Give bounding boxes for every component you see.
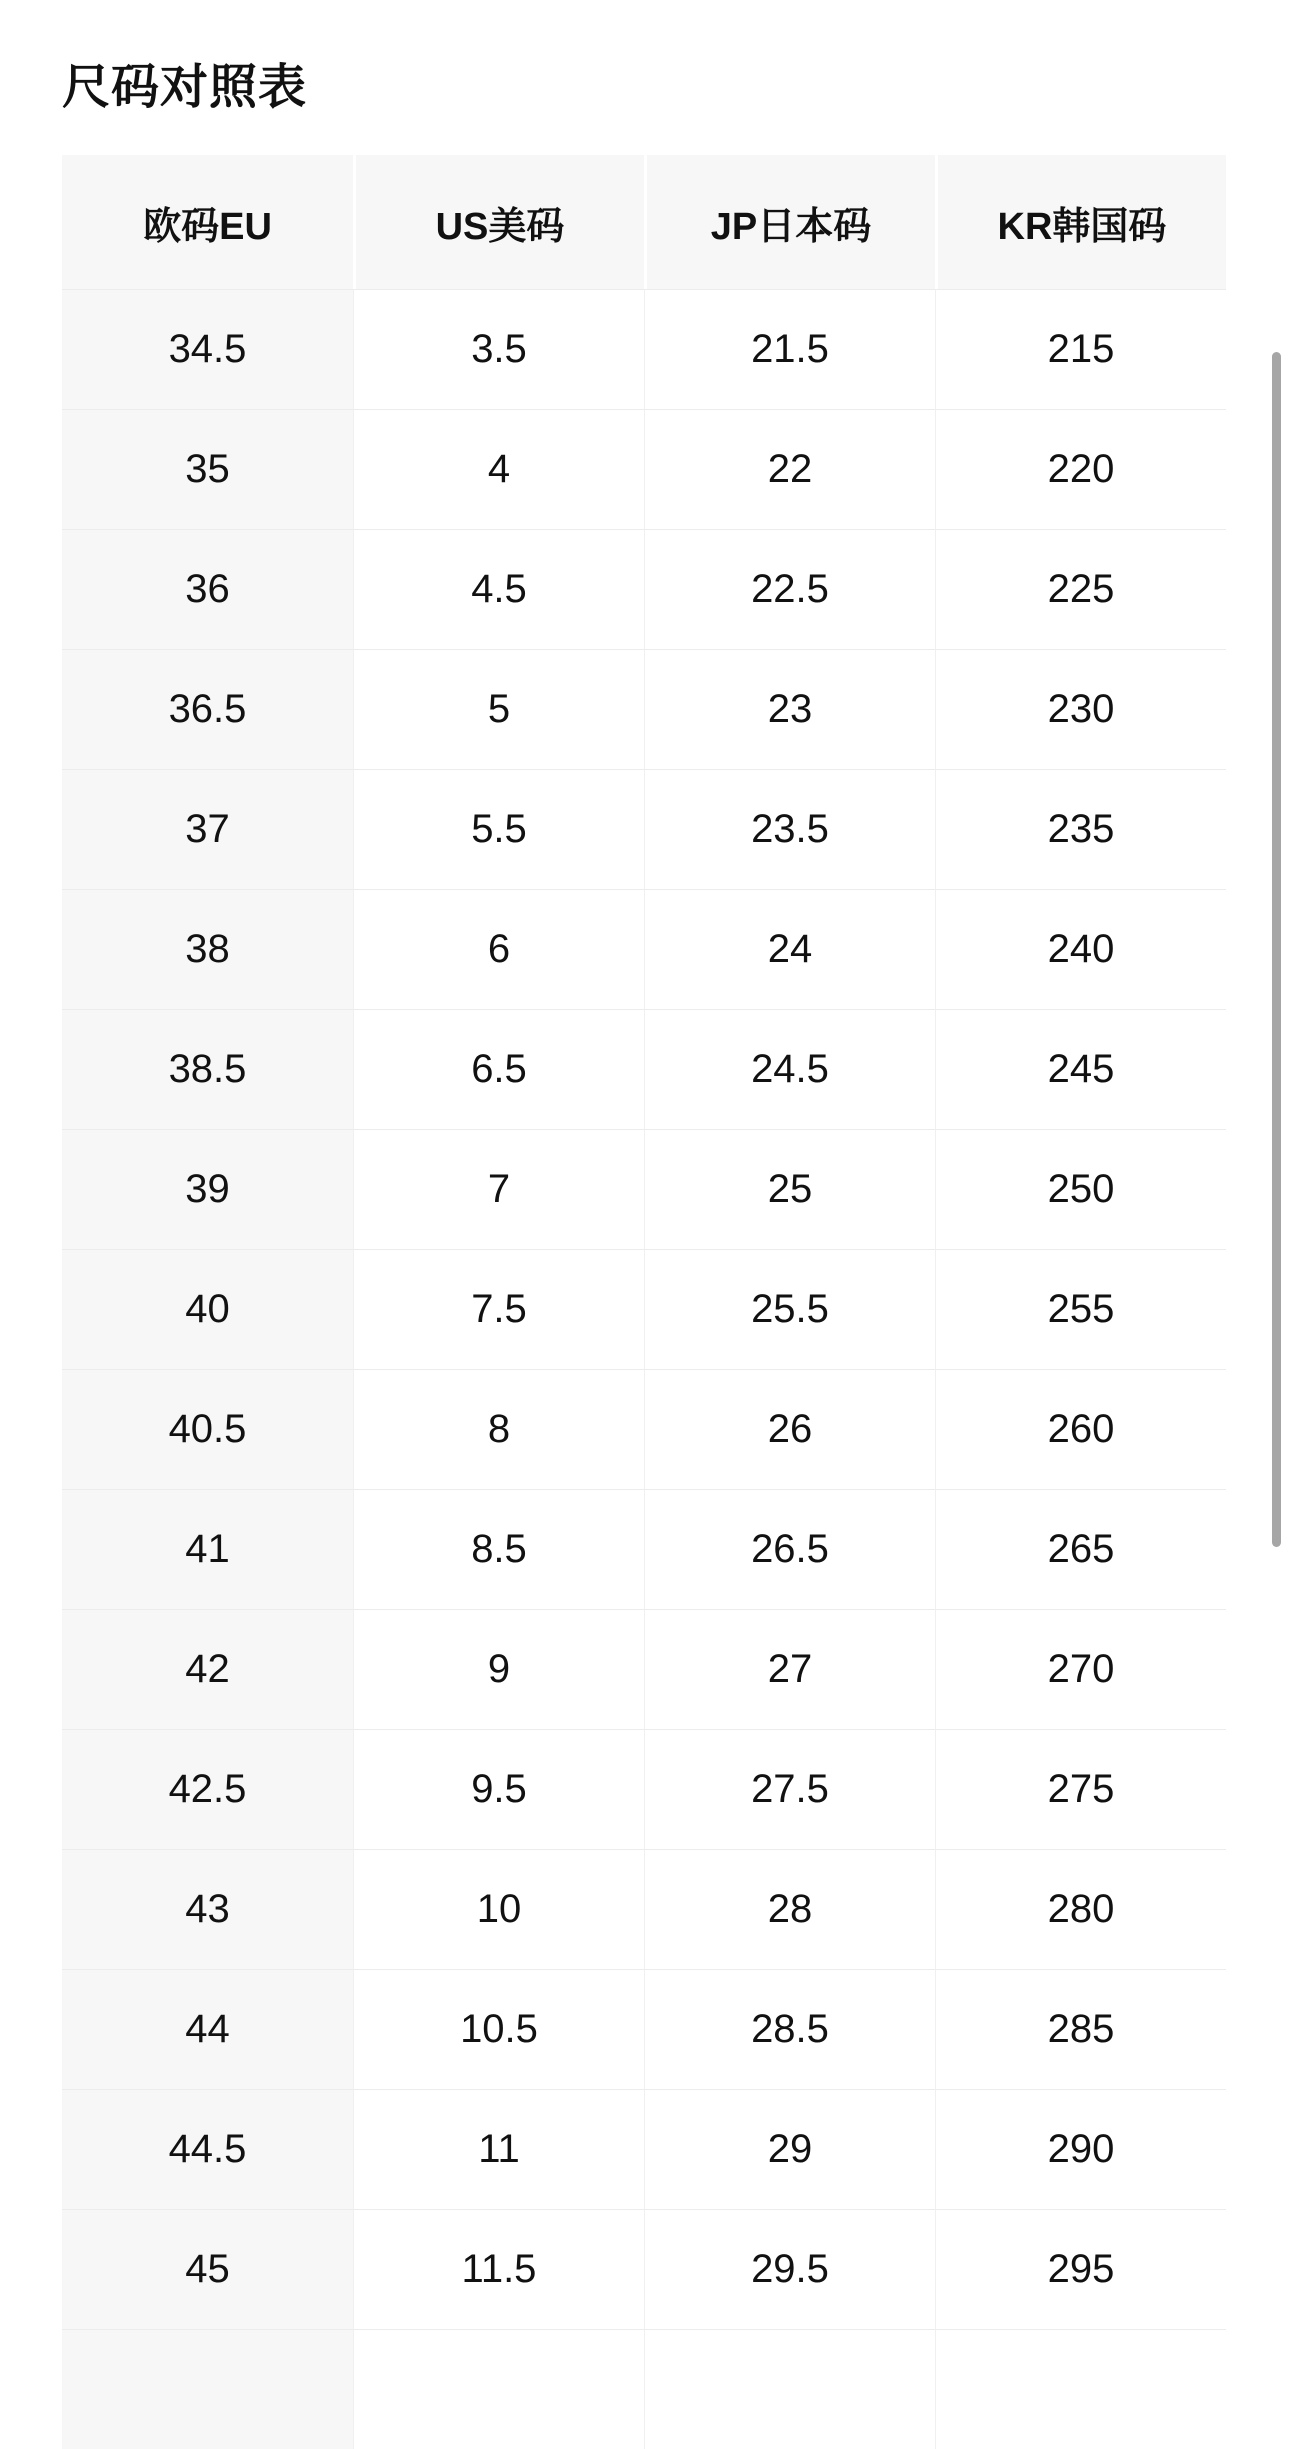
size-cell: 40 (62, 1249, 353, 1369)
table-row (62, 1849, 1226, 1969)
size-cell: 23.5 (644, 769, 935, 889)
size-cell: 9.5 (353, 1729, 644, 1849)
size-cell: 9 (353, 1609, 644, 1729)
size-cell: 26.5 (644, 1489, 935, 1609)
table-header-row (62, 155, 1226, 289)
table-row (62, 289, 1226, 409)
size-cell-empty (62, 2329, 353, 2449)
size-cell: 4 (353, 409, 644, 529)
size-cell: 295 (935, 2209, 1226, 2329)
table-row (62, 889, 1226, 1009)
size-cell: 270 (935, 1609, 1226, 1729)
size-cell: 27.5 (644, 1729, 935, 1849)
size-cell: 7.5 (353, 1249, 644, 1369)
size-cell: 41 (62, 1489, 353, 1609)
size-cell: 27 (644, 1609, 935, 1729)
size-cell: 28.5 (644, 1969, 935, 2089)
size-cell: 230 (935, 649, 1226, 769)
size-cell: 7 (353, 1129, 644, 1249)
size-cell: 215 (935, 289, 1226, 409)
size-cell: 6.5 (353, 1009, 644, 1129)
size-cell: 34.5 (62, 289, 353, 409)
size-cell-empty (935, 2329, 1226, 2449)
table-row (62, 649, 1226, 769)
size-cell: 26 (644, 1369, 935, 1489)
column-header-kr: KR韩国码 (935, 155, 1226, 289)
size-cell: 42 (62, 1609, 353, 1729)
size-cell-empty (644, 2329, 935, 2449)
size-cell: 25 (644, 1129, 935, 1249)
size-cell: 10.5 (353, 1969, 644, 2089)
size-cell: 23 (644, 649, 935, 769)
size-cell: 29.5 (644, 2209, 935, 2329)
size-cell: 11 (353, 2089, 644, 2209)
size-cell: 22 (644, 409, 935, 529)
size-cell: 29 (644, 2089, 935, 2209)
size-cell: 285 (935, 1969, 1226, 2089)
size-cell: 235 (935, 769, 1226, 889)
size-cell: 38.5 (62, 1009, 353, 1129)
column-header-jp: JP日本码 (644, 155, 935, 289)
size-cell: 38 (62, 889, 353, 1009)
table-row (62, 1489, 1226, 1609)
size-cell: 5.5 (353, 769, 644, 889)
size-cell: 3.5 (353, 289, 644, 409)
size-cell: 8.5 (353, 1489, 644, 1609)
size-cell: 220 (935, 409, 1226, 529)
size-cell: 255 (935, 1249, 1226, 1369)
table-row-partial (62, 2329, 1226, 2449)
page-title: 尺码对照表 (62, 61, 308, 114)
table-row (62, 2089, 1226, 2209)
table-row (62, 1729, 1226, 1849)
size-cell: 45 (62, 2209, 353, 2329)
table-header (62, 155, 1226, 289)
size-cell: 43 (62, 1849, 353, 1969)
size-cell: 36 (62, 529, 353, 649)
size-cell: 265 (935, 1489, 1226, 1609)
size-cell: 4.5 (353, 529, 644, 649)
size-cell: 10 (353, 1849, 644, 1969)
size-cell-empty (353, 2329, 644, 2449)
size-cell: 5 (353, 649, 644, 769)
table-row (62, 1369, 1226, 1489)
table-row (62, 529, 1226, 649)
size-cell: 39 (62, 1129, 353, 1249)
size-cell: 290 (935, 2089, 1226, 2209)
size-cell: 22.5 (644, 529, 935, 649)
table-row (62, 409, 1226, 529)
size-cell: 24 (644, 889, 935, 1009)
size-cell: 40.5 (62, 1369, 353, 1489)
table-row (62, 769, 1226, 889)
table-row (62, 2209, 1226, 2329)
size-cell: 225 (935, 529, 1226, 649)
size-cell: 21.5 (644, 289, 935, 409)
size-cell: 44.5 (62, 2089, 353, 2209)
size-cell: 37 (62, 769, 353, 889)
size-cell: 8 (353, 1369, 644, 1489)
size-cell: 42.5 (62, 1729, 353, 1849)
size-cell: 11.5 (353, 2209, 644, 2329)
size-cell: 36.5 (62, 649, 353, 769)
size-cell: 280 (935, 1849, 1226, 1969)
size-cell: 275 (935, 1729, 1226, 1849)
table-row (62, 1969, 1226, 2089)
size-cell: 28 (644, 1849, 935, 1969)
size-cell: 6 (353, 889, 644, 1009)
size-conversion-table (62, 155, 1226, 2449)
table-body (62, 289, 1226, 2449)
table-row (62, 1009, 1226, 1129)
table-row (62, 1129, 1226, 1249)
table-row (62, 1609, 1226, 1729)
table-row (62, 1249, 1226, 1369)
size-cell: 250 (935, 1129, 1226, 1249)
size-cell: 245 (935, 1009, 1226, 1129)
column-header-eu: 欧码EU (62, 155, 353, 289)
size-cell: 24.5 (644, 1009, 935, 1129)
size-cell: 260 (935, 1369, 1226, 1489)
column-header-us: US美码 (353, 155, 644, 289)
size-cell: 44 (62, 1969, 353, 2089)
size-cell: 35 (62, 409, 353, 529)
size-cell: 240 (935, 889, 1226, 1009)
scrollbar-thumb[interactable] (1272, 352, 1281, 1547)
size-cell: 25.5 (644, 1249, 935, 1369)
